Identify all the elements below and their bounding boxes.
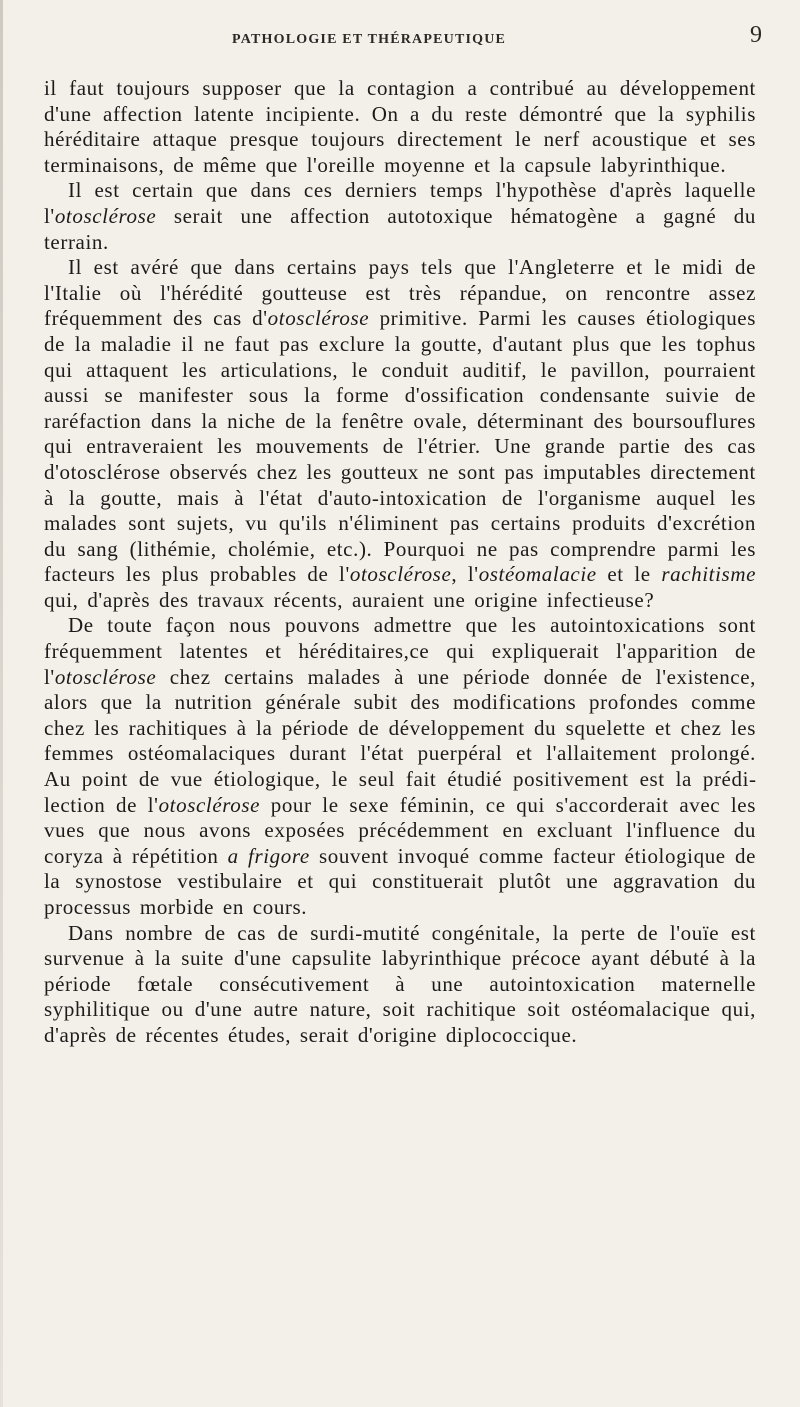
text-run: Il est certain que dans ces derniers temps l'hypothèse d'après laquelle l' [44, 178, 756, 228]
text-run: Il est avéré que dans certains pays tels que l'Angleterre et le midi de l'Italie où l'hérédité goutteuse est très répandue, on rencontre assez fréquemment des cas d' [44, 255, 756, 331]
text-run: et le [596, 562, 662, 587]
book-page [44, 18, 762, 1049]
italic-term: a frigore [227, 843, 310, 868]
italic-term: rachitisme [661, 562, 756, 587]
text-run: Dans nombre de cas de surdi-mutité congénitale, la perte de l'ouïe est survenue à la suite d'une capsulite labyrinthique précoce ayant débuté à la période fœtale consécutivement à une autointoxication maternelle syphilitique ou d'une autre nature, soit rachitique soit ostéomalacique qui, d'après de récentes études, serait d'origine diplococcique. [44, 920, 756, 1047]
italic-term: otosclérose [54, 203, 157, 228]
text-run: , l' [451, 562, 479, 587]
italic-term: otosclérose [54, 664, 157, 689]
page-number: 9 [750, 22, 762, 48]
italic-term: ostéomalacie [478, 562, 597, 587]
italic-term: otosclérose [349, 562, 452, 587]
text-run: pour le sexe féminin, ce qui s'accorderait avec les vues que nous avons exposées précédemment en excluant l'influence du coryza à répétition [44, 792, 756, 868]
page-header [44, 18, 762, 58]
paragraph-4 [44, 613, 756, 920]
text-run: souvent invoqué comme facteur étiologique de la synostose vestibulaire et qui constituerait plutôt une aggravation du processus morbide en cours. [44, 843, 756, 919]
paragraph-5 [44, 921, 756, 1049]
paragraph-1 [44, 76, 756, 178]
text-run: serait une affection autotoxique hématogène a gagné du terrain. [44, 203, 756, 254]
text-run: primitive. Parmi les causes étiologiques de la maladie il ne faut pas exclure la goutte, d'autant plus que les tophus qui attaquent les articulations, le conduit auditif, le pavillon, pourraient aussi se manifester sous la forme d'ossification condensante suivie de raréfaction dans la niche de la fenêtre ovale, déterminant des boursouflures qui entraveraient les mouvements de l'étrier. Une grande partie des cas d'otosclérose observés chez les goutteux ne sont pas imputables directement à la goutte, mais à l'état d'auto-intoxication de l'organisme auquel les malades sont sujets, vu qu'ils n'éliminent pas certains produits d'excrétion du sang (lithémie, cholémie, etc.). Pourquoi ne pas comprendre parmi les facteurs les plus probables de l' [44, 306, 756, 587]
paragraph-3 [44, 255, 756, 613]
body-text [44, 76, 756, 1049]
text-run: qui, d'après des travaux récents, auraient une origine infectieuse? [44, 587, 655, 612]
text-run: il faut toujours supposer que la contagion a contribué au développement d'une affection latente incipiente. On a du reste démontré que la syphilis héréditaire attaque presque toujours directement le nerf acoustique et ses terminaisons, de même que l'oreille moyenne et la capsule labyrinthique. [44, 76, 756, 177]
text-run: De toute façon nous pouvons admettre que les autointoxications sont fréquemment latentes et héréditaires,ce qui expliquerait l'apparition de l' [44, 613, 756, 689]
page-edge-shadow [0, 0, 3, 1407]
italic-term: otosclérose [158, 792, 261, 817]
running-head: PATHOLOGIE ET THÉRAPEUTIQUE [232, 32, 507, 47]
paragraph-2 [44, 178, 756, 255]
text-run: chez certains malades à une période donnée de l'existence, alors que la nutrition générale subit des modifications profondes comme chez les rachitiques à la période de développement du squelette et chez les femmes ostéomalaciques durant l'état puerpéral et l'allaitement prolongé. Au point de vue étiologique, le seul fait étudié positivement est la prédilection de l' [44, 664, 756, 817]
italic-term: otosclérose [267, 306, 370, 331]
